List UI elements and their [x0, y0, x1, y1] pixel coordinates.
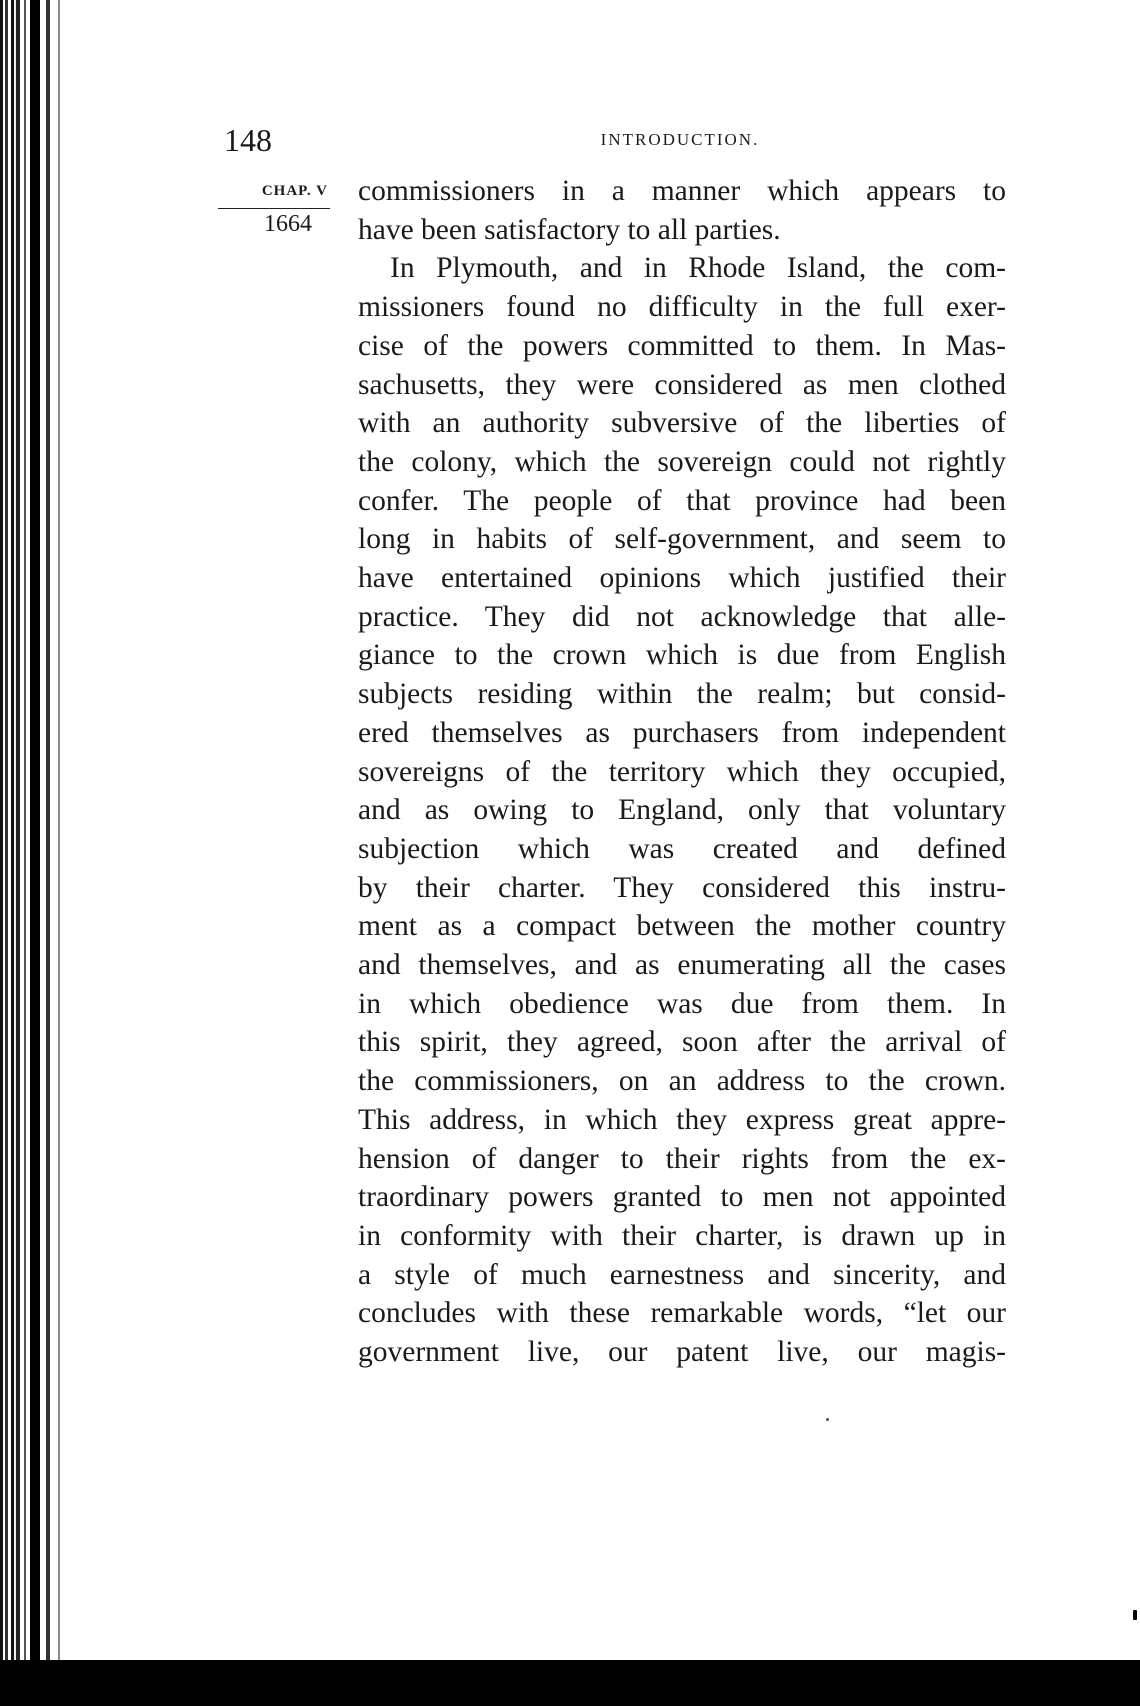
- text-line: and themselves, and as enumerating all the cases: [358, 949, 1006, 982]
- text-line: the colony, which the sovereign could not rightly: [358, 445, 1006, 478]
- text-line: in conformity with their charter, is drawn up in: [358, 1219, 1006, 1252]
- text-line: hension of danger to their rights from the ex-: [358, 1142, 1006, 1175]
- text-line: with an authority subversive of the liberties of: [358, 407, 1006, 440]
- text-line: concludes with these remarkable words, “let our: [358, 1297, 1006, 1330]
- text-line: missioners found no difficulty in the full exer-: [358, 291, 1006, 324]
- text-line: sovereigns of the territory which they occupied,: [358, 755, 1006, 788]
- chapter-label: CHAP. V: [261, 183, 328, 199]
- margin-note: [200, 183, 330, 238]
- text-line: confer. The people of that province had been: [358, 484, 1006, 517]
- year-label: 1664: [264, 211, 312, 237]
- text-line: traordinary powers granted to men not appointed: [358, 1181, 1006, 1214]
- scan-speck: [1133, 1610, 1137, 1620]
- text-line: subjection which was created and defined: [358, 832, 1006, 865]
- text-line: subjects residing within the realm; but consid-: [358, 678, 1006, 711]
- text-line: have entertained opinions which justified their: [358, 562, 1006, 595]
- text-line: giance to the crown which is due from English: [358, 639, 1006, 672]
- body-text: [358, 172, 1006, 1372]
- running-head: INTRODUCTION.: [600, 130, 760, 149]
- text-line: by their charter. They considered this instru-: [358, 871, 1006, 904]
- page-number: 148: [224, 122, 272, 158]
- margin-rule: [218, 208, 330, 209]
- book-binding-edge: [0, 0, 70, 1706]
- text-line: sachusetts, they were considered as men clothed: [358, 368, 1006, 401]
- text-line: have been satisfactory to all parties.: [358, 213, 781, 246]
- text-line: in which obedience was due from them. In: [358, 987, 1006, 1020]
- scan-bottom-border: [0, 1660, 1140, 1706]
- text-line: commissioners in a manner which appears to: [358, 175, 1006, 207]
- text-line: and as owing to England, only that voluntary: [358, 794, 1006, 827]
- text-line: long in habits of self-government, and seem to: [358, 523, 1006, 556]
- text-line: ered themselves as purchasers from independent: [358, 716, 1006, 749]
- text-line: practice. They did not acknowledge that alle-: [358, 600, 1006, 633]
- text-line: a style of much earnestness and sincerity, and: [358, 1258, 1006, 1291]
- text-line: this spirit, they agreed, soon after the arrival of: [358, 1026, 1006, 1059]
- text-line: This address, in which they express great appre-: [358, 1103, 1006, 1136]
- text-line: the commissioners, on an address to the crown.: [358, 1065, 1006, 1098]
- scan-speck: [826, 1418, 829, 1421]
- text-line: government live, our patent live, our magis-: [358, 1336, 1006, 1369]
- text-line: cise of the powers committed to them. In Mas-: [358, 329, 1006, 362]
- text-line: In Plymouth, and in Rhode Island, the com-: [390, 252, 1006, 285]
- text-line: ment as a compact between the mother country: [358, 910, 1006, 943]
